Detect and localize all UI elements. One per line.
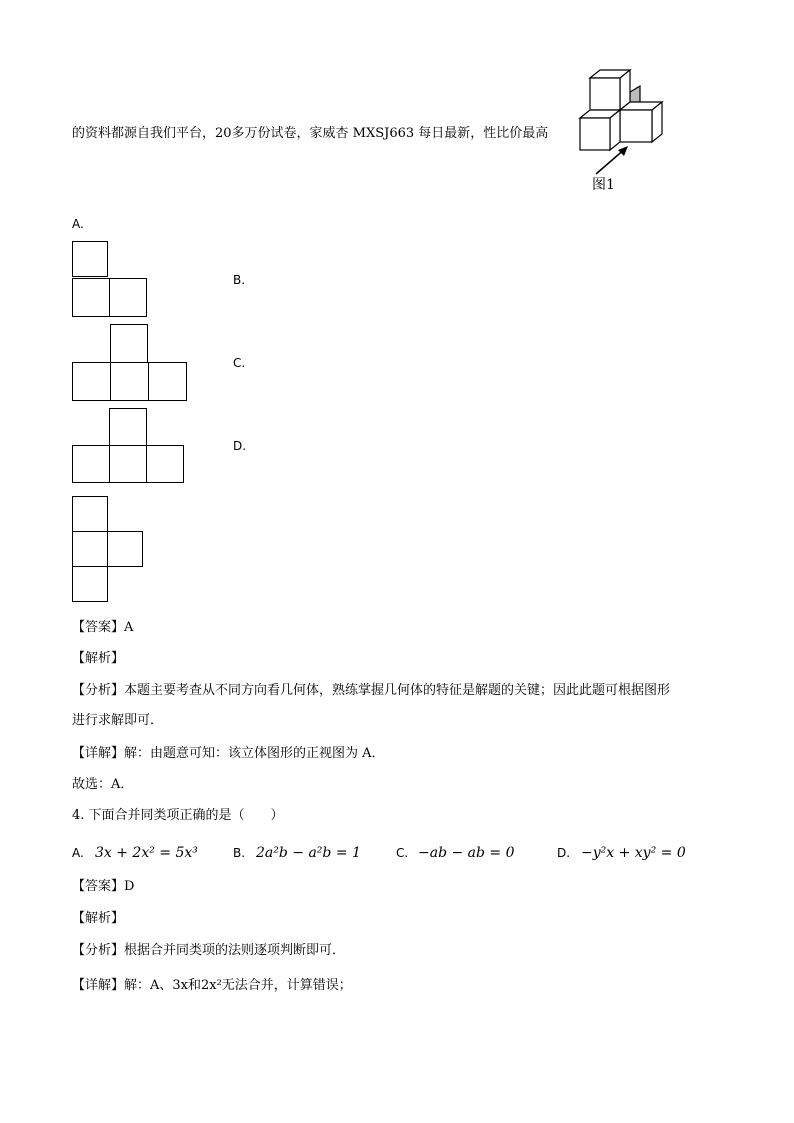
option-d-label: D. [233,439,247,453]
figure-d-square [107,531,143,567]
figure-d-square [72,531,108,567]
header-line: 的资料都源自我们平台，20多万份试卷，家威杏 MXSJ663 每日最新，性比价最高 [72,126,549,141]
figure-b [72,324,188,402]
choice-q3: 故选：A． [72,777,134,792]
figure-c-square [72,445,110,483]
detail-q3: 【详解】解：由题意可知：该立体图形的正视图为 A． [72,746,385,761]
analysis-q4: 【分析】根据合并同类项的法则逐项判断即可． [72,943,346,958]
figure-b-square [110,362,149,401]
figure-b-square [148,362,187,401]
option-b-label: B. [233,273,246,287]
figure-a [72,241,152,319]
figure-c-square [109,408,147,446]
q4-option-b-expr: 2a²b − a²b = 1 [256,845,361,861]
figure-caption: 图1 [592,177,615,193]
q4-option-d-expr: −y²x + xy² = 0 [581,845,686,861]
analysis-title-q4: 【解析】 [72,911,125,926]
figure-b-square [110,324,148,363]
answer-q3: 【答案】A [72,620,134,635]
question-4: 4. 下面合并同类项正确的是（ ） [72,808,284,823]
figure-1-cubes [574,66,674,196]
figure-a-square [72,241,108,277]
q4-option-b-label: B. [233,846,246,860]
q4-option-d-label: D. [557,846,571,860]
q4-option-a-expr: 3x + 2x² = 5x³ [95,845,198,861]
q4-option-c-label: C. [396,846,409,860]
figure-d-square [72,496,108,532]
q4-option-c-expr: −ab − ab = 0 [418,845,515,861]
analysis-q3-line2: 进行求解即可． [72,713,164,728]
figure-b-square [72,362,111,401]
option-a-label: A. [72,217,84,231]
analysis-title-q3: 【解析】 [72,651,125,666]
q4-option-a-label: A. [72,846,84,860]
option-c-label: C. [233,356,246,370]
figure-c-square [109,445,147,483]
figure-c-square [146,445,184,483]
answer-q4: 【答案】D [72,879,135,894]
figure-d [72,496,146,604]
figure-a-square [72,278,110,317]
figure-a-square [109,278,147,317]
detail-q4: 【详解】解：A、3x和2x²无法合并，计算错误； [72,978,352,993]
figure-c [72,408,188,484]
analysis-q3-line1: 【分析】本题主要考查从不同方向看几何体，熟练掌握几何体的特征是解题的关键；因此此题可根据图形 [72,683,671,698]
figure-d-square [72,566,108,602]
